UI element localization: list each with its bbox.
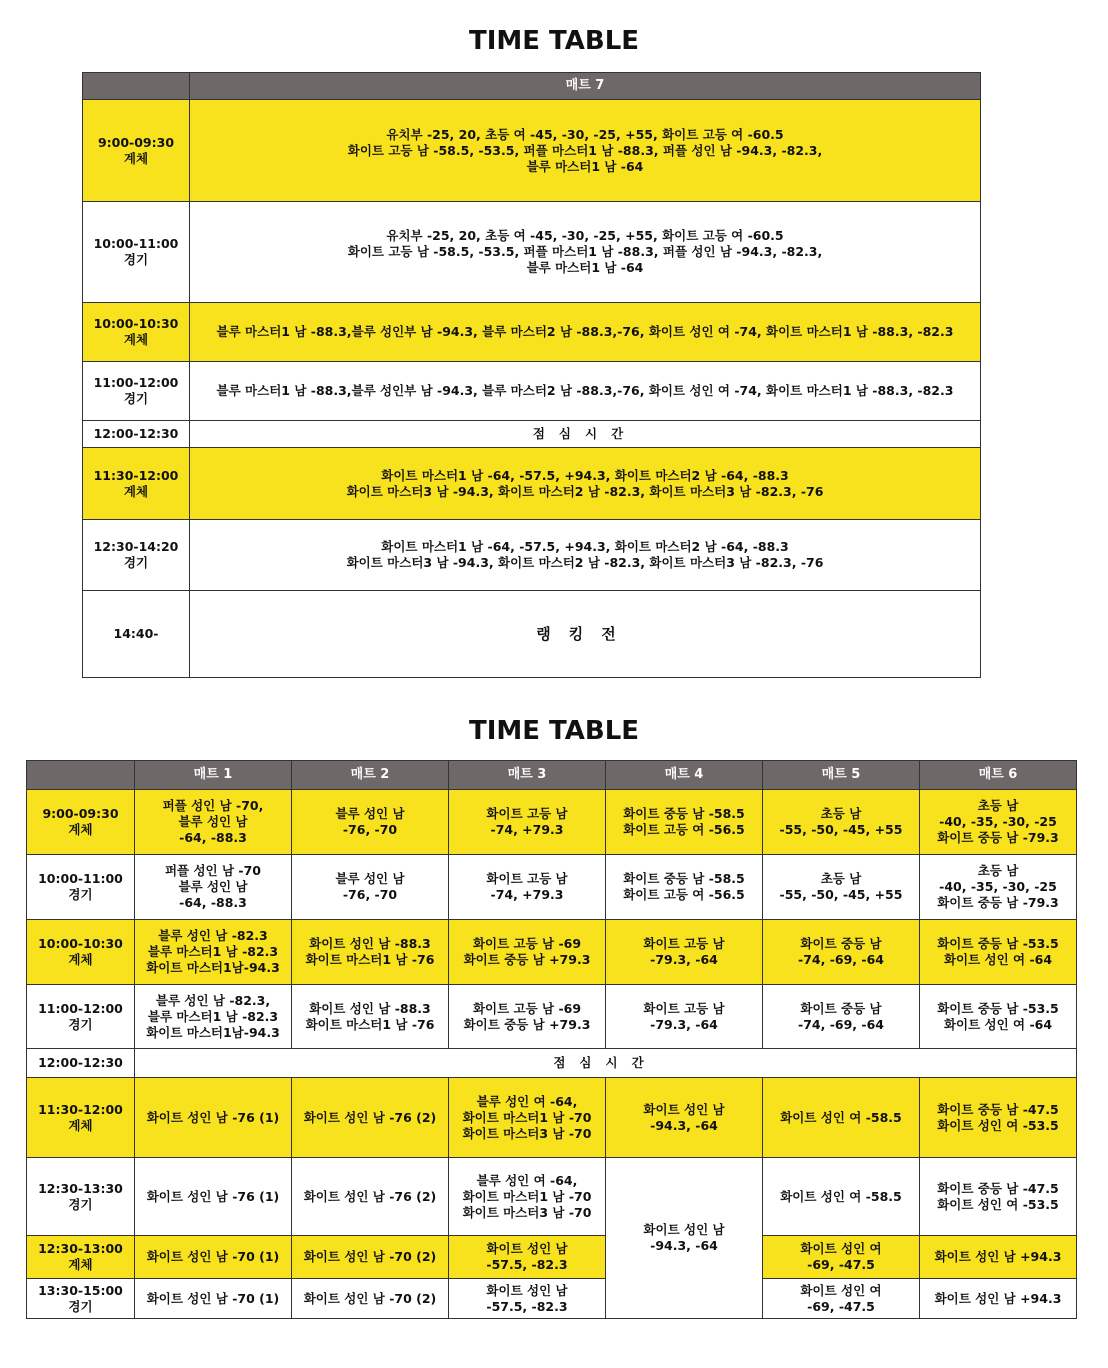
schedule-cell: 블루 성인 남 -76, -70 [292, 855, 449, 920]
schedule-cell: 화이트 고등 남 -74, +79.3 [449, 790, 606, 855]
time-cell: 12:30-13:30 경기 [27, 1158, 135, 1236]
schedule-cell: 화이트 성인 남 -57.5, -82.3 [449, 1236, 606, 1279]
schedule-cell: 퍼플 성인 남 -70, 블루 성인 남 -64, -88.3 [135, 790, 292, 855]
schedule-cell: 화이트 성인 남 -70 (1) [135, 1236, 292, 1279]
schedule-cell: 초등 남 -55, -50, -45, +55 [763, 790, 920, 855]
time-cell: 10:00-10:30 계체 [27, 920, 135, 985]
schedule-cell: 초등 남 -40, -35, -30, -25 화이트 중등 남 -79.3 [920, 790, 1077, 855]
lunch-cell: 점심시간 [190, 421, 981, 448]
schedule-cell: 화이트 성인 남 -94.3, -64 [606, 1078, 763, 1158]
schedule-cell: 화이트 성인 남 -76 (1) [135, 1158, 292, 1236]
time-cell: 9:00-09:30 계체 [83, 100, 190, 202]
schedule-cell: 화이트 고등 남 -74, +79.3 [449, 855, 606, 920]
schedule-cell: 화이트 중등 남 -47.5 화이트 성인 여 -53.5 [920, 1078, 1077, 1158]
schedule-cell: 화이트 성인 여 -58.5 [763, 1158, 920, 1236]
schedule-cell: 화이트 성인 남 -70 (1) [135, 1279, 292, 1319]
time-cell: 10:00-10:30 계체 [83, 303, 190, 362]
header-corner [27, 761, 135, 790]
schedule-cell: 화이트 성인 남 -76 (2) [292, 1078, 449, 1158]
schedule-cell: 화이트 성인 여 -58.5 [763, 1078, 920, 1158]
schedule-cell: 화이트 성인 여 -69, -47.5 [763, 1236, 920, 1279]
schedule-cell: 블루 마스터1 남 -88.3,블루 성인부 남 -94.3, 블루 마스터2 남 -88.3,-76, 화이트 성인 여 -74, 화이트 마스터1 남 -88.3, -82.3 [190, 303, 981, 362]
schedule-cell: 화이트 성인 남 -88.3 화이트 마스터1 남 -76 [292, 920, 449, 985]
schedule-cell: 화이트 고등 남 -79.3, -64 [606, 920, 763, 985]
schedule-cell: 초등 남 -40, -35, -30, -25 화이트 중등 남 -79.3 [920, 855, 1077, 920]
time-cell: 12:00-12:30 [27, 1049, 135, 1078]
timetable-mat7 [82, 72, 981, 678]
schedule-cell: 퍼플 성인 남 -70 블루 성인 남 -64, -88.3 [135, 855, 292, 920]
time-cell: 10:00-11:00 경기 [83, 202, 190, 303]
lunch-cell: 점심시간 [135, 1049, 1077, 1078]
schedule-cell: 화이트 성인 남 +94.3 [920, 1236, 1077, 1279]
schedule-cell: 화이트 중등 남 -47.5 화이트 성인 여 -53.5 [920, 1158, 1077, 1236]
schedule-cell: 화이트 고등 남 -69 화이트 중등 남 +79.3 [449, 920, 606, 985]
schedule-cell: 블루 성인 여 -64, 화이트 마스터1 남 -70 화이트 마스터3 남 -70 [449, 1158, 606, 1236]
time-cell: 13:30-15:00 경기 [27, 1279, 135, 1319]
header-mat2: 매트 2 [292, 761, 449, 790]
time-cell: 11:00-12:00 경기 [83, 362, 190, 421]
time-cell: 11:30-12:00 계체 [83, 448, 190, 520]
schedule-cell: 화이트 성인 남 -70 (2) [292, 1279, 449, 1319]
schedule-cell: 초등 남 -55, -50, -45, +55 [763, 855, 920, 920]
time-cell: 11:30-12:00 계체 [27, 1078, 135, 1158]
schedule-cell: 화이트 중등 남 -58.5 화이트 고등 여 -56.5 [606, 855, 763, 920]
schedule-cell: 블루 성인 남 -76, -70 [292, 790, 449, 855]
schedule-cell: 화이트 마스터1 남 -64, -57.5, +94.3, 화이트 마스터2 남 -64, -88.3 화이트 마스터3 남 -94.3, 화이트 마스터2 남 -82.3, 화이트 마스터3 남 -82.3, -76 [190, 448, 981, 520]
schedule-cell: 화이트 성인 남 -70 (2) [292, 1236, 449, 1279]
schedule-cell: 화이트 중등 남 -74, -69, -64 [763, 985, 920, 1049]
time-cell: 9:00-09:30 계체 [27, 790, 135, 855]
schedule-cell: 화이트 중등 남 -74, -69, -64 [763, 920, 920, 985]
schedule-cell: 화이트 중등 남 -53.5 화이트 성인 여 -64 [920, 920, 1077, 985]
time-cell: 11:00-12:00 경기 [27, 985, 135, 1049]
schedule-cell: 화이트 중등 남 -53.5 화이트 성인 여 -64 [920, 985, 1077, 1049]
header-mat6: 매트 6 [920, 761, 1077, 790]
schedule-cell: 블루 성인 여 -64, 화이트 마스터1 남 -70 화이트 마스터3 남 -70 [449, 1078, 606, 1158]
time-cell: 12:00-12:30 [83, 421, 190, 448]
schedule-cell: 블루 성인 남 -82.3, 블루 마스터1 남 -82.3 화이트 마스터1남-94.3 [135, 985, 292, 1049]
schedule-cell-merged: 화이트 성인 남 -94.3, -64 [606, 1158, 763, 1319]
schedule-cell: 화이트 고등 남 -69 화이트 중등 남 +79.3 [449, 985, 606, 1049]
schedule-cell: 화이트 성인 남 -57.5, -82.3 [449, 1279, 606, 1319]
time-cell: 12:30-13:00 계체 [27, 1236, 135, 1279]
header-mat4: 매트 4 [606, 761, 763, 790]
header-mat5: 매트 5 [763, 761, 920, 790]
page-title-2: TIME TABLE [468, 716, 640, 746]
schedule-cell: 화이트 중등 남 -58.5 화이트 고등 여 -56.5 [606, 790, 763, 855]
schedule-cell: 화이트 성인 남 -76 (1) [135, 1078, 292, 1158]
time-cell: 10:00-11:00 경기 [27, 855, 135, 920]
schedule-cell: 화이트 성인 남 -76 (2) [292, 1158, 449, 1236]
header-mat1: 매트 1 [135, 761, 292, 790]
time-cell: 12:30-14:20 경기 [83, 520, 190, 591]
header-corner [83, 73, 190, 100]
schedule-cell: 유치부 -25, 20, 초등 여 -45, -30, -25, +55, 화이트 고등 여 -60.5 화이트 고등 남 -58.5, -53.5, 퍼플 마스터1 남 -88.3, 퍼플 성인 남 -94.3, -82.3, 블루 마스터1 남 -64 [190, 202, 981, 303]
header-mat7: 매트 7 [190, 73, 981, 100]
schedule-cell: 화이트 성인 남 -88.3 화이트 마스터1 남 -76 [292, 985, 449, 1049]
page-title-1: TIME TABLE [468, 26, 640, 56]
time-cell: 14:40- [83, 591, 190, 678]
schedule-cell: 블루 성인 남 -82.3 블루 마스터1 남 -82.3 화이트 마스터1남-94.3 [135, 920, 292, 985]
schedule-cell: 화이트 성인 여 -69, -47.5 [763, 1279, 920, 1319]
header-mat3: 매트 3 [449, 761, 606, 790]
ranking-cell: 랭킹전 [190, 591, 981, 678]
schedule-cell: 화이트 성인 남 +94.3 [920, 1279, 1077, 1319]
schedule-cell: 화이트 마스터1 남 -64, -57.5, +94.3, 화이트 마스터2 남 -64, -88.3 화이트 마스터3 남 -94.3, 화이트 마스터2 남 -82.3, 화이트 마스터3 남 -82.3, -76 [190, 520, 981, 591]
schedule-cell: 유치부 -25, 20, 초등 여 -45, -30, -25, +55, 화이트 고등 여 -60.5 화이트 고등 남 -58.5, -53.5, 퍼플 마스터1 남 -88.3, 퍼플 성인 남 -94.3, -82.3, 블루 마스터1 남 -64 [190, 100, 981, 202]
timetable-mat1-6 [26, 760, 1077, 1319]
schedule-cell: 화이트 고등 남 -79.3, -64 [606, 985, 763, 1049]
schedule-cell: 블루 마스터1 남 -88.3,블루 성인부 남 -94.3, 블루 마스터2 남 -88.3,-76, 화이트 성인 여 -74, 화이트 마스터1 남 -88.3, -82.3 [190, 362, 981, 421]
